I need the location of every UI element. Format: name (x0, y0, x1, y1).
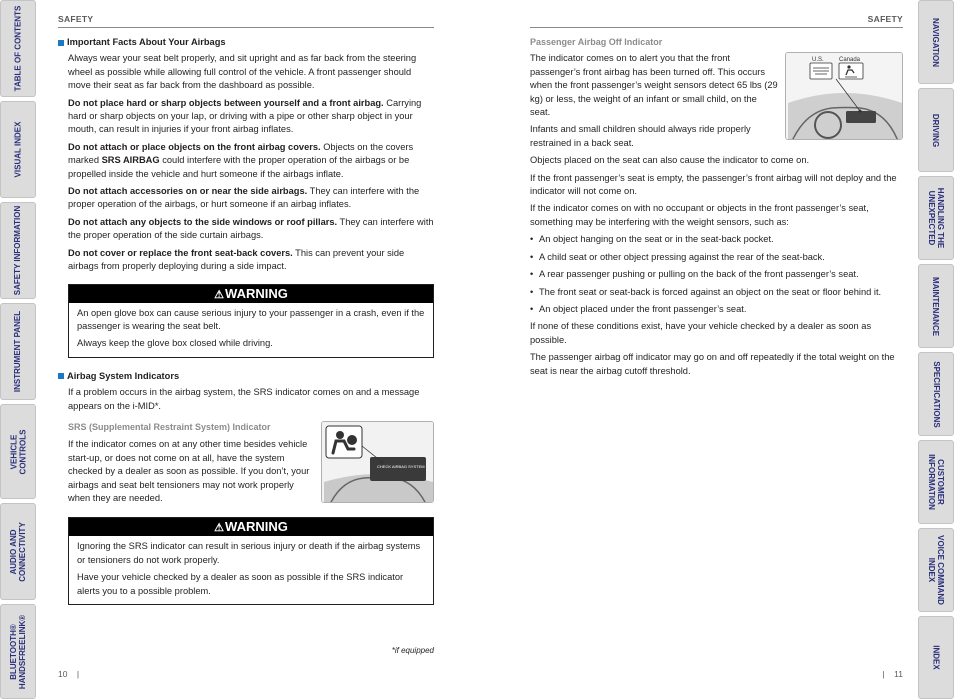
tab-table-of-contents[interactable]: TABLE OF CONTENTS (0, 0, 36, 97)
list-item: • An object placed under the front passenger’s seat. (530, 303, 903, 316)
section-heading-airbag-indicators: Airbag System Indicators (58, 370, 434, 383)
tab-customer-information[interactable]: CUSTOMER INFORMATION (918, 440, 954, 524)
svg-text:CHECK AIRBAG SYSTEM: CHECK AIRBAG SYSTEM (377, 463, 425, 469)
srs-indicator-illustration (321, 421, 434, 503)
right-section-tabs (918, 0, 954, 699)
list-item: • A rear passenger pushing or pulling on the back of the front passenger’s seat. (530, 268, 903, 281)
list-item: • The front seat or seat-back is forced against an object on the seat or floor behind it. (530, 286, 903, 299)
tab-driving[interactable]: DRIVING (918, 88, 954, 172)
warning-text: Ignoring the SRS indicator can result in serious injury or death if the airbag systems or tensioners do not work properly. (77, 541, 421, 565)
indicators-intro: If a problem occurs in the airbag system, the SRS indicator comes on and a message appears on the i-MID*. (68, 387, 420, 411)
warning-box-glove-box (68, 284, 434, 358)
airbag-fact-item: Do not attach accessories on or near the side airbags. They can interfere with the proper operation of the airbags, or hurt someone if an airbag inflates. (68, 186, 420, 210)
tab-audio-and-connectivity[interactable]: AUDIO AND CONNECTIVITY (0, 503, 36, 600)
warning-text: Have your vehicle checked by a dealer as soon as possible if the SRS indicator alerts you to a possible problem. (77, 572, 404, 596)
list-item: • A child seat or other object pressing against the rear of the seat-back. (530, 251, 903, 264)
page-number: | 11 (882, 669, 903, 679)
left-page-body (58, 36, 434, 617)
passenger-indicator-text: If none of these conditions exist, have your vehicle checked by a dealer as soon as possible. (530, 321, 872, 345)
passenger-indicator-text: Objects placed on the seat can also cause the indicator to come on. (530, 155, 810, 166)
passenger-airbag-heading: Passenger Airbag Off Indicator (530, 37, 663, 47)
airbag-fact-item: Do not cover or replace the front seat-back covers. This can prevent your side airbags from properly deploying during a side impact. (68, 247, 405, 272)
airbag-facts-content (58, 52, 434, 273)
tab-bluetooth-handsfreelink[interactable]: BLUETOOTH® HANDSFREELINK® (0, 604, 36, 699)
left-page (58, 0, 434, 699)
tab-maintenance[interactable]: MAINTENANCE (918, 264, 954, 348)
right-page (530, 0, 903, 699)
airbag-fact-item: Do not attach any objects to the side windows or roof pillars. They can interfere with the proper operation of the side curtain airbags. (68, 216, 434, 241)
left-section-tabs (0, 0, 36, 699)
tab-voice-command-index[interactable]: VOICE COMMAND INDEX (918, 528, 954, 612)
footnote: *if equipped (391, 646, 434, 655)
header-rule (58, 27, 434, 28)
interference-list (530, 233, 903, 316)
srs-indicator-heading: SRS (Supplemental Restraint System) Indicator (68, 421, 271, 432)
warning-box-srs (68, 517, 434, 605)
tab-vehicle-controls[interactable]: VEHICLE CONTROLS (0, 404, 36, 499)
passenger-indicator-text: The indicator comes on to alert you that the front passenger’s front airbag has been turned off. This occurs when the front passenger’s weight sensors detect 65 lbs (29 kg) or less, the weight of an infant or small child, on the seat. (530, 53, 778, 118)
header-rule (530, 27, 903, 28)
airbag-fact-item: Do not attach or place objects on the front airbag covers. Objects on the covers marked SRS AIRBAG could interfere with the proper operation of the airbags or be propelled inside the vehicle and hurt someone if the airbags inflate. (68, 141, 414, 179)
passenger-indicator-text: If the front passenger’s seat is empty, the passenger’s front airbag will not deploy and the indicator will not come on. (530, 172, 897, 197)
right-page-body (530, 36, 903, 382)
srs-dashboard-icon (322, 422, 434, 503)
passenger-indicator-text: If the indicator comes on with no occupant or objects in the front passenger’s seat, something may be interfering with the weight sensors, such as: (530, 203, 869, 227)
warning-triangle-icon: ⚠ (214, 288, 225, 301)
svg-text:Canada: Canada (839, 57, 861, 64)
tab-handling-the-unexpected[interactable]: HANDLING THE UNEXPECTED (918, 176, 954, 260)
page-header: SAFETY (867, 14, 903, 24)
tab-safety-information[interactable]: SAFETY INFORMATION (0, 202, 36, 299)
tab-specifications[interactable]: SPECIFICATIONS (918, 352, 954, 436)
tab-index[interactable]: INDEX (918, 616, 954, 699)
warning-header: ⚠WARNING (69, 285, 433, 303)
section-heading-airbag-facts: Important Facts About Your Airbags (58, 36, 434, 49)
tab-navigation[interactable]: NAVIGATION (918, 0, 954, 84)
page-number: 10 | (58, 669, 80, 679)
page-header: SAFETY (58, 14, 94, 24)
warning-text: Always keep the glove box closed while driving. (77, 338, 273, 349)
srs-indicator-text: If the indicator comes on at any other time besides vehicle start-up, or does not come on at all, have the system checked by a dealer as soon as possible. If you don’t, your airbags and seat belt tensioners may not work properly when they are needed. (68, 439, 310, 503)
warning-text: An open glove box can cause serious injury to your passenger in a crash, even if the passenger is wearing the seat belt. (77, 307, 425, 331)
warning-triangle-icon: ⚠ (214, 522, 225, 535)
section-bullet-icon (58, 40, 64, 46)
list-item: • An object hanging on the seat or in the seat-back pocket. (530, 233, 903, 246)
svg-text:U.S.: U.S. (812, 57, 824, 64)
passenger-airbag-indicator-illustration (785, 52, 903, 140)
section-bullet-icon (58, 373, 64, 379)
airbag-facts-intro: Always wear your seat belt properly, and sit upright and as far back from the steering wheel as possible while allowing full control of the vehicle. A front passenger should move their seat as far back from the dashboard as possible. (68, 53, 417, 91)
passenger-airbag-dashboard-icon (786, 53, 903, 140)
tab-instrument-panel[interactable]: INSTRUMENT PANEL (0, 303, 36, 400)
passenger-indicator-text: The passenger airbag off indicator may go on and off repeatedly if the total weight on the seat is near the airbag cutoff threshold. (530, 352, 895, 376)
warning-header: ⚠WARNING (69, 518, 433, 536)
tab-visual-index[interactable]: VISUAL INDEX (0, 101, 36, 198)
indicators-content (58, 386, 434, 505)
airbag-fact-item: Do not place hard or sharp objects between yourself and a front airbag. Carrying hard or sharp objects on your lap, or driving with a pipe or other sharp object in your mouth, can result in injuries if your front airbag inflates. (68, 97, 422, 135)
passenger-indicator-text: Infants and small children should always ride properly restrained in a back seat. (530, 124, 751, 148)
